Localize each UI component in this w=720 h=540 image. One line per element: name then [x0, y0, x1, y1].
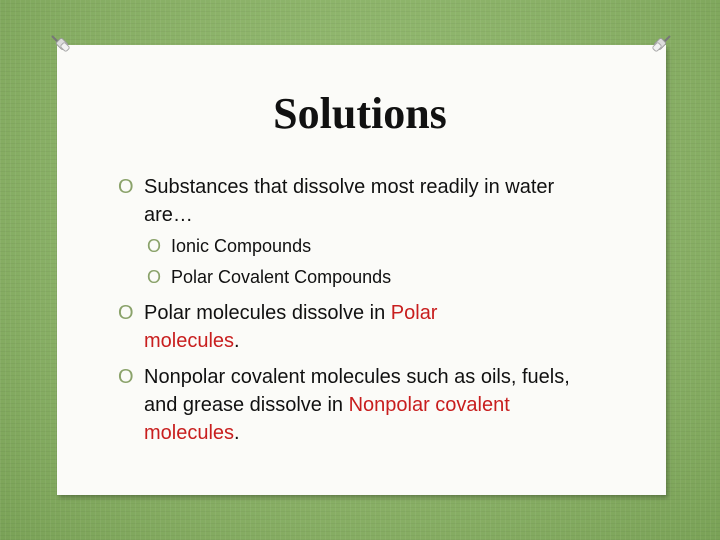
- bullet-text-end: .: [234, 330, 240, 352]
- bullet-marker: O: [118, 366, 134, 388]
- bullet-item: [118, 363, 608, 447]
- bullet-text: Substances that dissolve most readily in water are…: [144, 176, 555, 226]
- sub-bullet-item: [147, 231, 567, 262]
- highlight-text: Polar molecules: [144, 302, 438, 352]
- bullet-marker: O: [147, 267, 162, 287]
- slide-title: Solutions: [273, 89, 447, 138]
- highlight-text: Nonpolar covalent molecules: [144, 394, 510, 444]
- sub-bullet-text: Polar Covalent Compounds: [171, 267, 392, 287]
- bullet-text-end: .: [234, 422, 240, 444]
- bullet-item: [118, 173, 588, 229]
- sub-bullet-item: [147, 262, 567, 293]
- bullet-text-plain: Polar molecules dissolve in: [144, 302, 391, 324]
- sub-bullet-text: Ionic Compounds: [171, 236, 312, 256]
- bullet-marker: O: [118, 302, 134, 324]
- bullet-text: [144, 363, 608, 447]
- bullet-text: [144, 299, 518, 355]
- bullet-text-plain: Nonpolar covalent molecules such as oils, fuels, and grease dissolve in: [144, 366, 570, 416]
- bullet-item: [118, 299, 518, 355]
- bullet-marker: O: [147, 236, 162, 256]
- bullet-marker: O: [118, 176, 134, 198]
